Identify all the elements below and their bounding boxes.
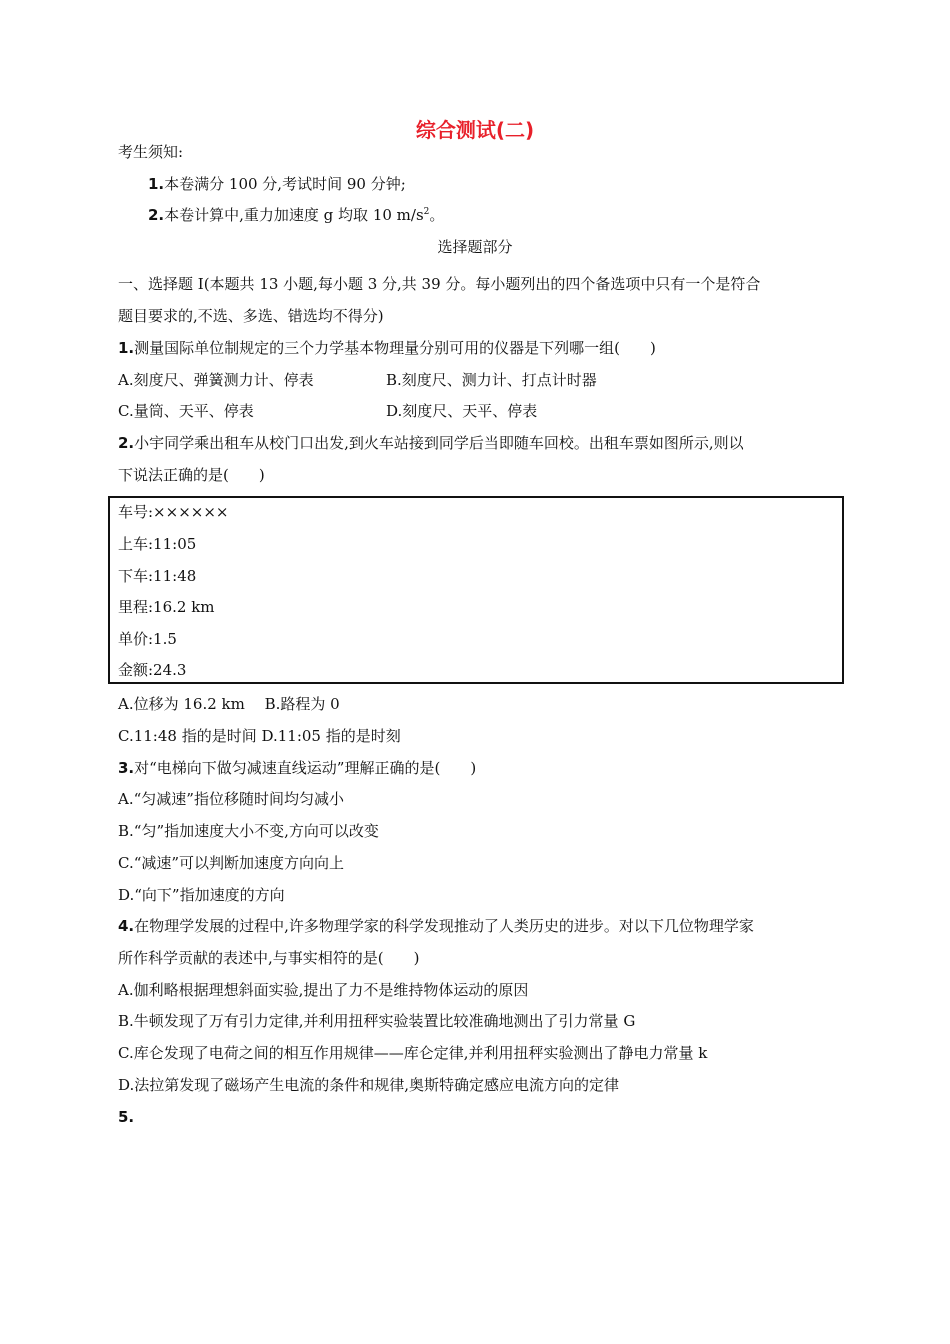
receipt-amount: 金额:24.3 — [118, 661, 187, 679]
question-2-stem-line-2: 下说法正确的是( ) — [118, 466, 265, 484]
question-3-stem — [118, 758, 476, 778]
receipt-boarding-time: 上车:11:05 — [118, 535, 197, 553]
notice-item-number: 2. — [148, 206, 165, 224]
question-3-option-d: D.“向下”指加速度的方向 — [118, 886, 285, 904]
question-2-options-ab: A.位移为 16.2 km B.路程为 0 — [118, 695, 340, 713]
part-one-instructions-line-2: 题目要求的,不选、多选、错选均不得分) — [118, 307, 384, 325]
superscript: 2 — [423, 207, 430, 217]
receipt-unit-price: 单价:1.5 — [118, 630, 177, 648]
question-4-option-a: A.伽利略根据理想斜面实验,提出了力不是维持物体运动的原因 — [118, 981, 529, 999]
question-1-option-a: A.刻度尺、弹簧测力计、停表 — [118, 371, 314, 389]
notice-item-text-end: 。 — [429, 206, 445, 224]
question-text: 在物理学发展的过程中,许多物理学家的科学发现推动了人类历史的进步。对以下几位物理学家 — [134, 917, 754, 935]
question-1-stem — [118, 338, 656, 358]
question-text: 小宇同学乘出租车从校门口出发,到火车站接到同学后当即随车回校。出租车票如图所示,则以 — [134, 434, 744, 452]
taxi-receipt — [108, 496, 844, 684]
question-number: 1. — [118, 339, 135, 357]
notice-item-text: 本卷计算中,重力加速度 g 均取 10 m/s — [164, 206, 424, 224]
section-title: 选择题部分 — [437, 238, 513, 256]
question-5-stem — [118, 1107, 134, 1127]
question-4-stem — [118, 916, 754, 936]
question-text: 对“电梯向下做匀减速直线运动”理解正确的是( ) — [134, 759, 477, 777]
question-number: 4. — [118, 917, 135, 935]
question-4-option-b: B.牛顿发现了万有引力定律,并利用扭秤实验装置比较准确地测出了引力常量 G — [118, 1012, 636, 1030]
question-1-option-c: C.量筒、天平、停表 — [118, 402, 254, 420]
part-one-instructions-line-1: 一、选择题 Ⅰ(本题共 13 小题,每小题 3 分,共 39 分。每小题列出的四个备选项中只有一个是符合 — [118, 275, 761, 293]
question-number: 5. — [118, 1108, 135, 1126]
question-text: 测量国际单位制规定的三个力学基本物理量分别可用的仪器是下列哪一组( ) — [134, 339, 656, 357]
question-1-option-b: B.刻度尺、测力计、打点计时器 — [386, 371, 597, 389]
question-number: 2. — [118, 434, 135, 452]
question-4-option-d: D.法拉第发现了磁场产生电流的条件和规律,奥斯特确定感应电流方向的定律 — [118, 1076, 620, 1094]
question-3-option-a: A.“匀减速”指位移随时间均匀减小 — [118, 790, 344, 808]
question-4-option-c: C.库仑发现了电荷之间的相互作用规律——库仑定律,并利用扭秤实验测出了静电力常量 k — [118, 1044, 708, 1062]
question-3-option-b: B.“匀”指加速度大小不变,方向可以改变 — [118, 822, 379, 840]
question-2-stem — [118, 433, 744, 453]
question-4-stem-line-2: 所作科学贡献的表述中,与事实相符的是( ) — [118, 949, 420, 967]
question-1-option-d: D.刻度尺、天平、停表 — [386, 402, 538, 420]
notice-item-number: 1. — [148, 175, 165, 193]
question-number: 3. — [118, 759, 135, 777]
receipt-car-number: 车号:×××××× — [118, 503, 229, 521]
notice-heading: 考生须知: — [118, 143, 184, 161]
receipt-mileage: 里程:16.2 km — [118, 598, 215, 616]
question-2-options-cd: C.11:48 指的是时间 D.11:05 指的是时刻 — [118, 727, 401, 745]
notice-item-text: 本卷满分 100 分,考试时间 90 分钟; — [164, 175, 406, 193]
notice-item-2 — [148, 205, 444, 225]
notice-item-1 — [148, 174, 406, 194]
question-3-option-c: C.“减速”可以判断加速度方向向上 — [118, 854, 345, 872]
receipt-alighting-time: 下车:11:48 — [118, 567, 197, 585]
page-title: 综合测试(二) — [415, 118, 535, 142]
